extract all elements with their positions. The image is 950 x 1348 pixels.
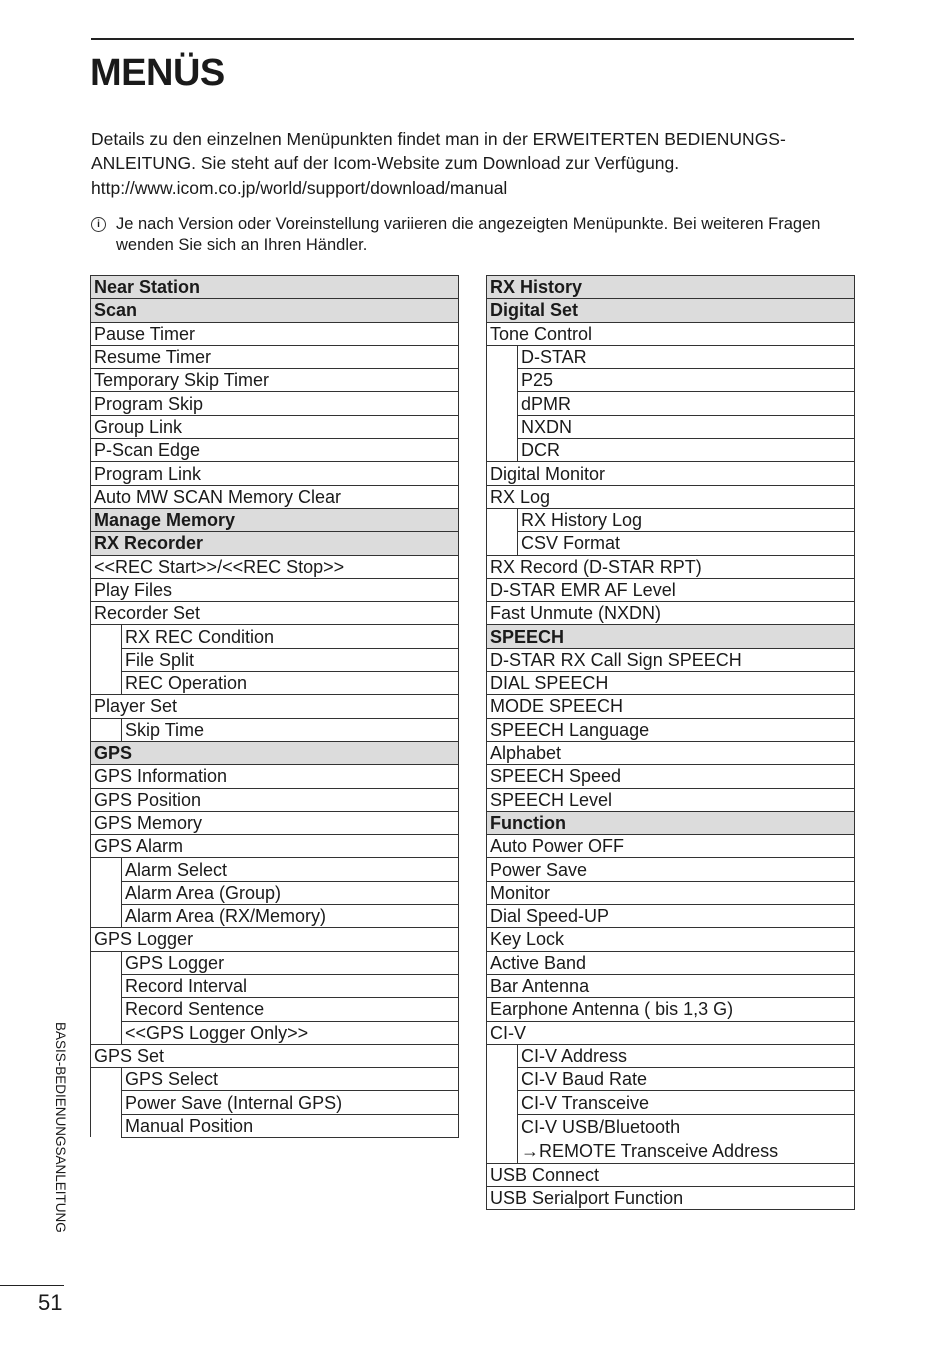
menu-item-label [91, 765, 459, 788]
menu-item [487, 741, 855, 764]
menu-item-text: Manage Memory [94, 510, 236, 531]
menu-item-label [122, 718, 459, 741]
menu-item-text: Alphabet [490, 743, 562, 764]
menu-item-text: D-STAR [521, 347, 587, 368]
menu-item-label [487, 998, 855, 1021]
menu-item-label [122, 648, 459, 671]
menu-item [91, 345, 459, 368]
menu-item-text: SPEECH [490, 626, 565, 647]
menu-item-label [122, 1114, 459, 1137]
menu-item-text: Group Link [94, 416, 183, 437]
indent-gap [91, 881, 122, 904]
menu-item-text: Power Save [490, 859, 588, 880]
menu-item-label [487, 1163, 855, 1186]
menu-item [91, 555, 459, 578]
menu-item [91, 369, 459, 392]
menu-item-label [487, 602, 855, 625]
menu-item-text: DCR [521, 440, 560, 461]
menu-item [91, 322, 459, 345]
menu-item-text: GPS Select [125, 1069, 219, 1090]
menu-item [487, 881, 855, 904]
note [91, 214, 861, 256]
menu-item-text: GPS Logger [94, 929, 194, 950]
indent-gap [91, 718, 122, 741]
menu-item-label [122, 1021, 459, 1044]
menu-item-label [518, 369, 855, 392]
menu-item [487, 974, 855, 997]
menu-item-label [122, 951, 459, 974]
menu-item-label [487, 462, 855, 485]
menu-section-header [91, 741, 459, 764]
menu-item-label [91, 345, 459, 368]
menu-table-left [90, 275, 459, 1138]
menu-item-text: CI-V Transceive [521, 1092, 650, 1113]
menu-item-label [487, 299, 855, 322]
menu-item [91, 788, 459, 811]
indent-gap [91, 1021, 122, 1044]
menu-item-label [122, 625, 459, 648]
menu-subitem [91, 998, 459, 1021]
menu-item-text: SPEECH Language [490, 719, 650, 740]
menu-item-text: RX Record (D-STAR RPT) [490, 556, 702, 577]
menu-item-label [122, 881, 459, 904]
menu-item [487, 905, 855, 928]
menu-subitem [487, 1068, 855, 1091]
menu-item-text: Earphone Antenna ( bis 1,3 G) [490, 999, 734, 1020]
page-number: 51 [38, 1290, 63, 1315]
menu-item-label [487, 578, 855, 601]
menu-item-label [91, 695, 459, 718]
menu-subitem [91, 718, 459, 741]
menu-section-header [487, 299, 855, 322]
menu-subitem [487, 1114, 855, 1163]
menu-subitem [487, 392, 855, 415]
menu-item-label [91, 276, 459, 299]
menu-item-label [91, 485, 459, 508]
menu-item-label [487, 1021, 855, 1044]
menu-item-label [487, 881, 855, 904]
menu-item-text: Scan [94, 300, 138, 321]
menu-subitem [91, 672, 459, 695]
menu-item-text: Pause Timer [94, 323, 196, 344]
menu-item [91, 602, 459, 625]
menu-item-label [91, 462, 459, 485]
indent-gap [91, 672, 122, 695]
menu-item-text: GPS Set [94, 1045, 165, 1066]
menu-item-label [487, 974, 855, 997]
menu-item-text: Recorder Set [94, 603, 201, 624]
menu-item-text: D-STAR EMR AF Level [490, 580, 676, 600]
menu-item [487, 485, 855, 508]
menu-item-text: GPS Alarm [94, 836, 184, 857]
menu-item-text: RX Log [490, 486, 551, 507]
menu-item-text: GPS Information [94, 766, 228, 787]
menu-item-text: SPEECH Speed [490, 766, 622, 787]
menu-subitem [487, 532, 855, 555]
menu-item-label [487, 485, 855, 508]
menu-item-text: USB Connect [490, 1164, 600, 1185]
menu-item-label [487, 788, 855, 811]
menu-item-label [487, 648, 855, 671]
menu-item [487, 578, 855, 601]
menu-item-text: CI-V [490, 1022, 526, 1043]
menu-item-text: Bar Antenna [490, 976, 590, 997]
menu-item-label [487, 835, 855, 858]
menu-item-text: Function [490, 812, 566, 833]
menu-item-text: <<GPS Logger Only>> [125, 1022, 309, 1043]
indent-gap [487, 1091, 518, 1114]
menu-item-label [487, 765, 855, 788]
menu-subitem [487, 1044, 855, 1067]
menu-item-label [122, 905, 459, 928]
menu-subitem [91, 951, 459, 974]
menu-item [487, 672, 855, 695]
menu-item-label [518, 415, 855, 438]
menu-item [487, 1163, 855, 1186]
menu-subitem [487, 508, 855, 531]
menu-item-text: Tone Control [490, 323, 593, 344]
menu-item [487, 765, 855, 788]
indent-gap [91, 1091, 122, 1114]
menu-item-label [487, 951, 855, 974]
menu-item-label [91, 578, 459, 601]
menu-item [487, 788, 855, 811]
menu-item-label [518, 345, 855, 368]
menu-item-label [91, 392, 459, 415]
indent-gap [487, 415, 518, 438]
menu-section-header [91, 299, 459, 322]
menu-subitem [487, 369, 855, 392]
menu-item-text: P-Scan Edge [94, 440, 201, 461]
menu-item-text: RX REC Condition [125, 626, 275, 647]
menu-item-text: CI-V USB/Bluetooth [521, 1116, 681, 1137]
menu-item-label [122, 858, 459, 881]
menu-subitem [487, 439, 855, 462]
menu-item-label [487, 741, 855, 764]
menu-item-text: D-STAR RX Call Sign SPEECH [490, 649, 742, 670]
top-rule [91, 38, 854, 40]
menu-item [91, 835, 459, 858]
menu-item-label [487, 625, 855, 648]
info-icon: i [91, 217, 106, 232]
side-label-text: BASIS-BEDIENUNGSANLEITUNG [53, 1022, 68, 1233]
menu-item-text: CI-V Baud Rate [521, 1069, 648, 1090]
menu-item-text: Alarm Select [125, 859, 228, 880]
menu-item-label [122, 1068, 459, 1091]
menu-item-text: DIAL SPEECH [490, 673, 609, 694]
menu-item-text: CSV Format [521, 533, 621, 554]
menu-section-header [91, 532, 459, 555]
indent-gap [91, 1114, 122, 1137]
note-text: Je nach Version oder Voreinstellung variieren die angezeigten Menüpunkte. Bei weiteren Fragen wenden Sie sich an Ihren Händler. [116, 215, 821, 254]
menu-item-text: GPS Logger [125, 952, 225, 973]
indent-gap [91, 625, 122, 648]
menu-item-label [487, 905, 855, 928]
menu-section-header [91, 276, 459, 299]
menu-item [487, 928, 855, 951]
menu-item-label [487, 672, 855, 695]
menu-item-label [518, 392, 855, 415]
menu-subitem [487, 1091, 855, 1114]
menu-item-text: Alarm Area (RX/Memory) [125, 906, 327, 927]
menu-subitem [91, 1021, 459, 1044]
menu-item-label [487, 858, 855, 881]
menu-item-text: GPS Position [94, 789, 202, 810]
menu-subitem [91, 625, 459, 648]
menu-subitem [91, 974, 459, 997]
menu-item-label [91, 532, 459, 555]
menu-item [91, 439, 459, 462]
menu-item-text: Near Station [94, 277, 201, 298]
menu-item-label [518, 508, 855, 531]
menu-item-text: Play Files [94, 580, 173, 600]
menu-subitem [91, 1114, 459, 1137]
menu-item [487, 1021, 855, 1044]
menu-item [487, 1186, 855, 1209]
menu-item-label [122, 974, 459, 997]
menu-item-label [91, 508, 459, 531]
indent-gap [487, 532, 518, 555]
menu-item-text: Program Skip [94, 393, 204, 414]
indent-gap [487, 439, 518, 462]
indent-gap [487, 1044, 518, 1067]
indent-gap [487, 369, 518, 392]
menu-item-text: RX History Log [521, 510, 643, 531]
menu-item-label [91, 322, 459, 345]
menu-item [487, 322, 855, 345]
menu-item-text: Program Link [94, 463, 202, 484]
indent-gap [91, 951, 122, 974]
menu-item-label [91, 788, 459, 811]
menu-item-text: Alarm Area (Group) [125, 882, 282, 903]
menu-item-label [91, 1044, 459, 1067]
menu-item-label [518, 439, 855, 462]
menu-item-text: RX History [490, 277, 583, 298]
indent-gap [91, 905, 122, 928]
menu-item-label [91, 369, 459, 392]
menu-item-label [91, 741, 459, 764]
indent-gap [91, 974, 122, 997]
menu-item [487, 718, 855, 741]
menu-item [487, 998, 855, 1021]
menu-item [91, 1044, 459, 1067]
menu-item-label [91, 299, 459, 322]
menu-subitem [487, 415, 855, 438]
menu-item-text: Auto MW SCAN Memory Clear [94, 486, 342, 507]
menu-item-text: Auto Power OFF [490, 836, 625, 857]
indent-gap [487, 392, 518, 415]
menu-item-text: NXDN [521, 416, 573, 437]
menu-item-label [91, 415, 459, 438]
menu-item-label [122, 998, 459, 1021]
menu-item-text: Record Interval [125, 976, 248, 997]
menu-item-label [518, 1044, 855, 1067]
menu-item-label [518, 532, 855, 555]
menu-item [487, 462, 855, 485]
menu-item-label [487, 322, 855, 345]
menu-item-label [91, 811, 459, 834]
menu-item-label [122, 672, 459, 695]
menu-table-right [486, 275, 855, 1210]
menu-section-header [91, 508, 459, 531]
menu-item-text: File Split [125, 649, 195, 670]
menu-item-label [487, 695, 855, 718]
menu-item-label [91, 555, 459, 578]
indent-gap [91, 858, 122, 881]
menu-subitem [487, 345, 855, 368]
menu-item-text: CI-V Address [521, 1045, 628, 1066]
page-title: MENÜS [90, 52, 225, 94]
menu-item-label [487, 811, 855, 834]
menu-item [91, 462, 459, 485]
menu-item-text: Digital Set [490, 300, 579, 321]
menu-section-header [487, 811, 855, 834]
menu-item-text: Active Band [490, 952, 587, 973]
menu-item [487, 648, 855, 671]
menu-item [91, 928, 459, 951]
menu-item-label [91, 439, 459, 462]
menu-item-label [518, 1068, 855, 1091]
menu-item-text: Digital Monitor [490, 463, 606, 484]
menu-subitem [91, 905, 459, 928]
menu-item-label [518, 1114, 855, 1163]
menu-item-label [487, 718, 855, 741]
menu-item-text: USB Serialport Function [490, 1188, 684, 1209]
menu-item-text: <<REC Start>>/<<REC Stop>> [94, 556, 345, 577]
indent-gap [91, 1068, 122, 1091]
indent-gap [91, 998, 122, 1021]
menu-item-text: Dial Speed-UP [490, 906, 610, 927]
menu-item-text: Temporary Skip Timer [94, 370, 270, 391]
menu-item-label [487, 555, 855, 578]
menu-item [91, 578, 459, 601]
menu-subitem [91, 1091, 459, 1114]
menu-item-label [518, 1091, 855, 1114]
menu-subitem [91, 648, 459, 671]
menu-item-text: REC Operation [125, 673, 248, 694]
page-number-rule [0, 1285, 64, 1286]
menu-item [487, 602, 855, 625]
menu-item [91, 811, 459, 834]
menu-item-text: GPS Memory [94, 812, 203, 833]
indent-gap [487, 1068, 518, 1091]
menu-item [91, 695, 459, 718]
menu-item [487, 695, 855, 718]
menu-item-text: MODE SPEECH [490, 696, 624, 717]
menu-item-text: Key Lock [490, 929, 565, 950]
intro-paragraph: Details zu den einzelnen Menüpunkten findet man in der ERWEITERTEN BEDIENUNGS-ANLEITUNG. Sie steht auf der Icom-Website zum Download zur Verfügung. [91, 129, 786, 173]
menu-item-text: Monitor [490, 882, 551, 903]
download-url[interactable]: http://www.icom.co.jp/world/support/download/manual [91, 178, 508, 198]
menu-item-text: Fast Unmute (NXDN) [490, 603, 662, 624]
menu-item-text: RX Recorder [94, 533, 204, 554]
menu-item-text: P25 [521, 370, 554, 391]
menu-section-header [487, 625, 855, 648]
menu-subitem [91, 858, 459, 881]
menu-item [487, 555, 855, 578]
menu-item-label [487, 276, 855, 299]
indent-gap [487, 508, 518, 531]
menu-item [91, 415, 459, 438]
menu-subitem [91, 881, 459, 904]
menu-item-label [91, 928, 459, 951]
menu-item [487, 858, 855, 881]
menu-item-text-line2: →REMOTE Transceive Address [521, 1140, 779, 1161]
side-label [50, 1022, 70, 1267]
menu-subitem [91, 1068, 459, 1091]
menu-item-label [487, 1186, 855, 1209]
menu-item-label [487, 928, 855, 951]
menu-item-text: Manual Position [125, 1115, 254, 1136]
menu-item [487, 951, 855, 974]
menu-item-text: Record Sentence [125, 999, 265, 1020]
menu-item-text: SPEECH Level [490, 789, 613, 810]
menu-item-label [91, 835, 459, 858]
menu-item-text: Resume Timer [94, 347, 212, 368]
menu-item-label [91, 602, 459, 625]
menu-item-text: GPS [94, 743, 133, 764]
menu-item [91, 485, 459, 508]
menu-item-text: Power Save (Internal GPS) [125, 1092, 343, 1113]
menu-item [91, 392, 459, 415]
menu-item-text: dPMR [521, 393, 572, 414]
indent-gap [487, 345, 518, 368]
menu-item [91, 765, 459, 788]
menu-item [487, 835, 855, 858]
indent-gap [91, 648, 122, 671]
indent-gap [487, 1114, 518, 1163]
menu-item-label [122, 1091, 459, 1114]
menu-item-text: Skip Time [125, 719, 205, 740]
menu-item-text: Player Set [94, 696, 178, 717]
menu-section-header [487, 276, 855, 299]
